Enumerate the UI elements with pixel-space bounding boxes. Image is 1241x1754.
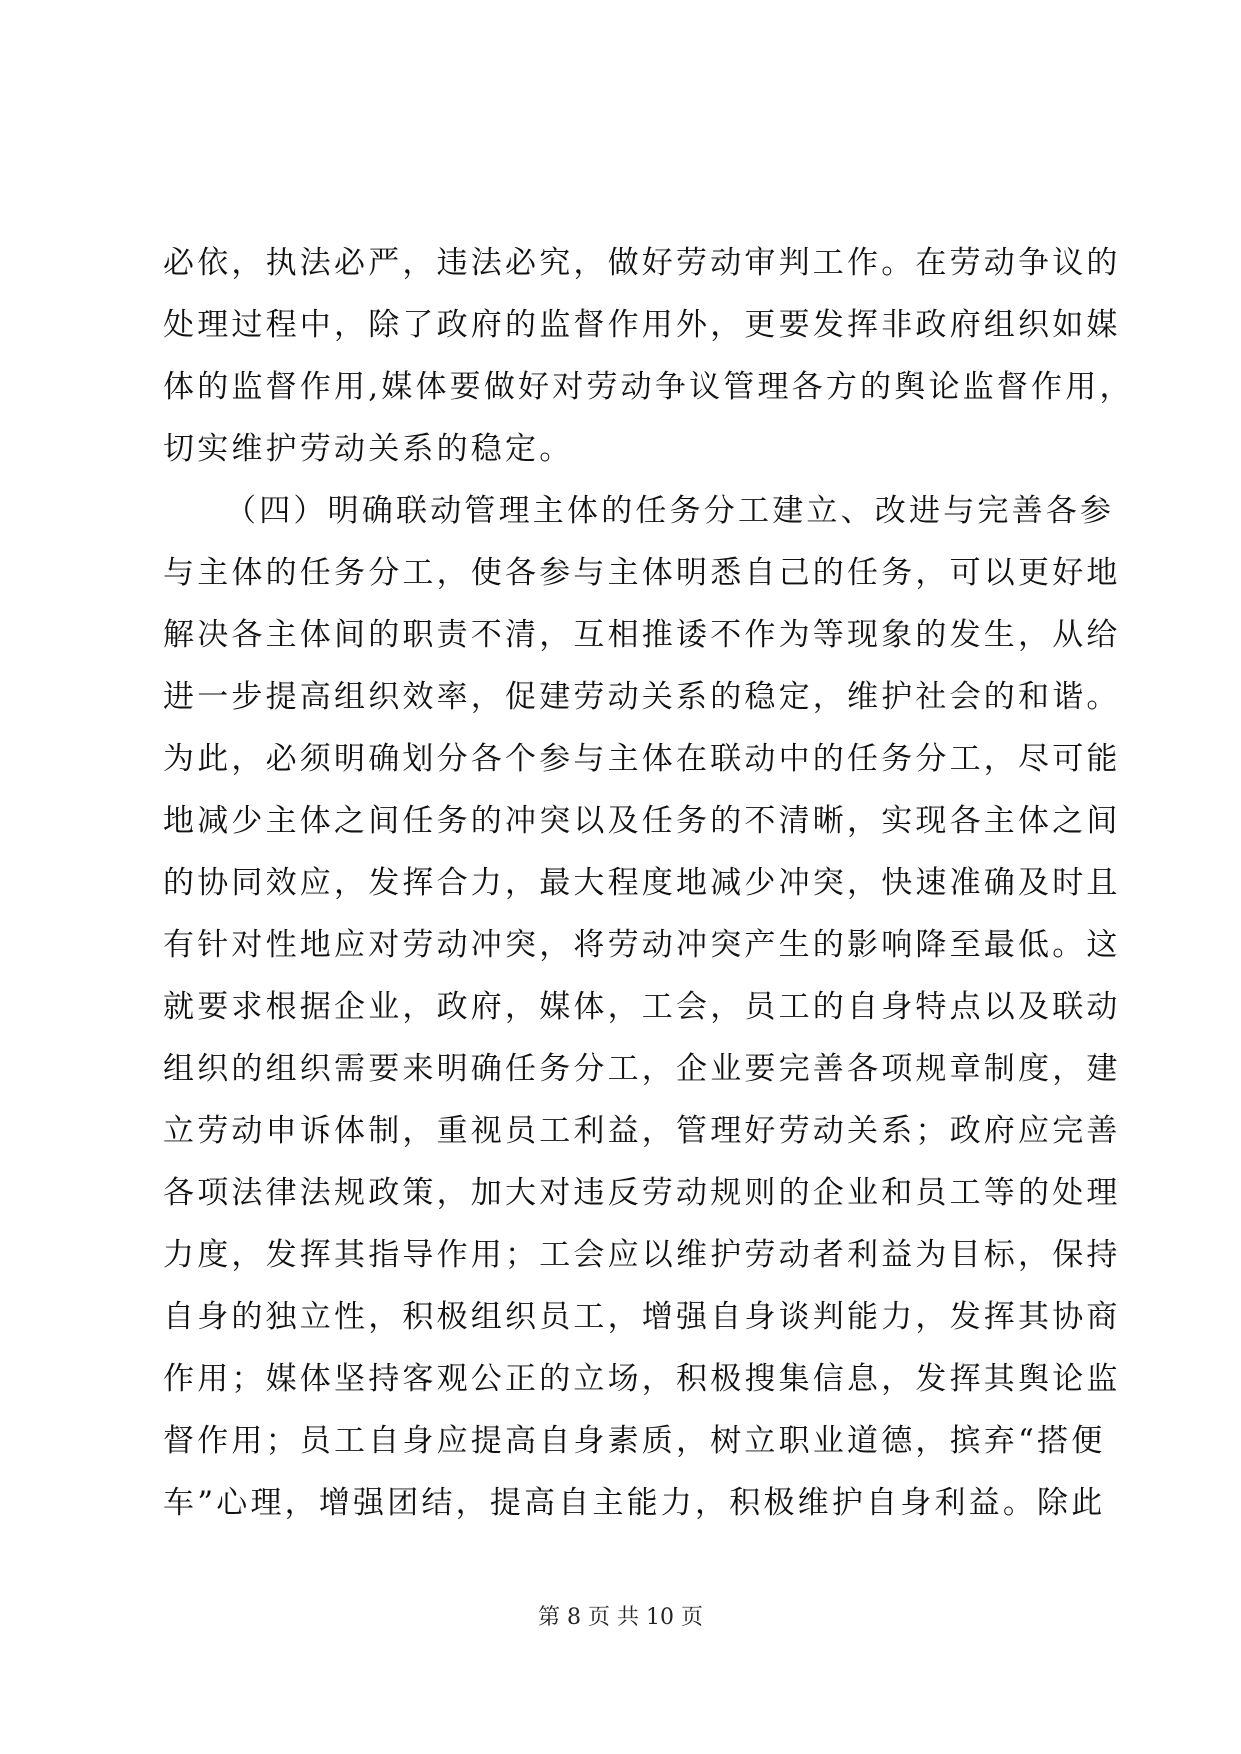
text-line: 就要求根据企业，政府，媒体，工会，员工的自身特点以及联动 — [163, 989, 1121, 1025]
text-line: 的协同效应，发挥合力，最大程度地减少冲突，快速准确及时且 — [163, 865, 1121, 901]
text-line: 各项法律法规政策，加大对违反劳动规则的企业和员工等的处理 — [163, 1175, 1121, 1211]
text-line: 地减少主体之间任务的冲突以及任务的不清晰，实现各主体之间 — [163, 803, 1121, 839]
text-line: 为此，必须明确划分各个参与主体在联动中的任务分工，尽可能 — [163, 741, 1121, 777]
body-text — [163, 232, 1134, 1534]
text-line: 必依，执法必严，违法必究，做好劳动审判工作。在劳动争议的 — [163, 245, 1121, 281]
text-line: 自身的独立性，积极组织员工，增强自身谈判能力，发挥其协商 — [163, 1299, 1121, 1335]
text-line: 督作用；员工自身应提高自身素质，树立职业道德，摈弃“搭便 — [163, 1423, 1106, 1459]
text-line: 体的监督作用,媒体要做好对劳动争议管理各方的舆论监督作用， — [163, 369, 1134, 405]
text-line: 切实维护劳动关系的稳定。 — [163, 431, 574, 467]
text-line: 处理过程中，除了政府的监督作用外，更要发挥非政府组织如媒 — [163, 307, 1121, 343]
text-line: 组织的组织需要来明确任务分工，企业要完善各项规章制度，建 — [163, 1051, 1121, 1087]
text-line: 进一步提高组织效率，促建劳动关系的稳定，维护社会的和谐。 — [163, 679, 1121, 715]
section-heading-line: （四）明确联动管理主体的任务分工建立、改进与完善各参 — [225, 493, 1115, 529]
text-line: 车”心理，增强团结，提高自主能力，积极维护自身利益。除此 — [163, 1485, 1106, 1521]
text-line: 立劳动申诉体制，重视员工利益，管理好劳动关系；政府应完善 — [163, 1113, 1121, 1149]
text-line: 力度，发挥其指导作用；工会应以维护劳动者利益为目标，保持 — [163, 1237, 1121, 1273]
text-line: 作用；媒体坚持客观公正的立场，积极搜集信息，发挥其舆论监 — [163, 1361, 1121, 1397]
text-line: 与主体的任务分工，使各参与主体明悉自己的任务，可以更好地 — [163, 555, 1121, 591]
text-line: 有针对性地应对劳动冲突，将劳动冲突产生的影响降至最低。这 — [163, 927, 1121, 963]
page-footer: 第 8 页 共 10 页 — [538, 1605, 703, 1630]
text-line: 解决各主体间的职责不清，互相推诿不作为等现象的发生，从给 — [163, 617, 1121, 653]
